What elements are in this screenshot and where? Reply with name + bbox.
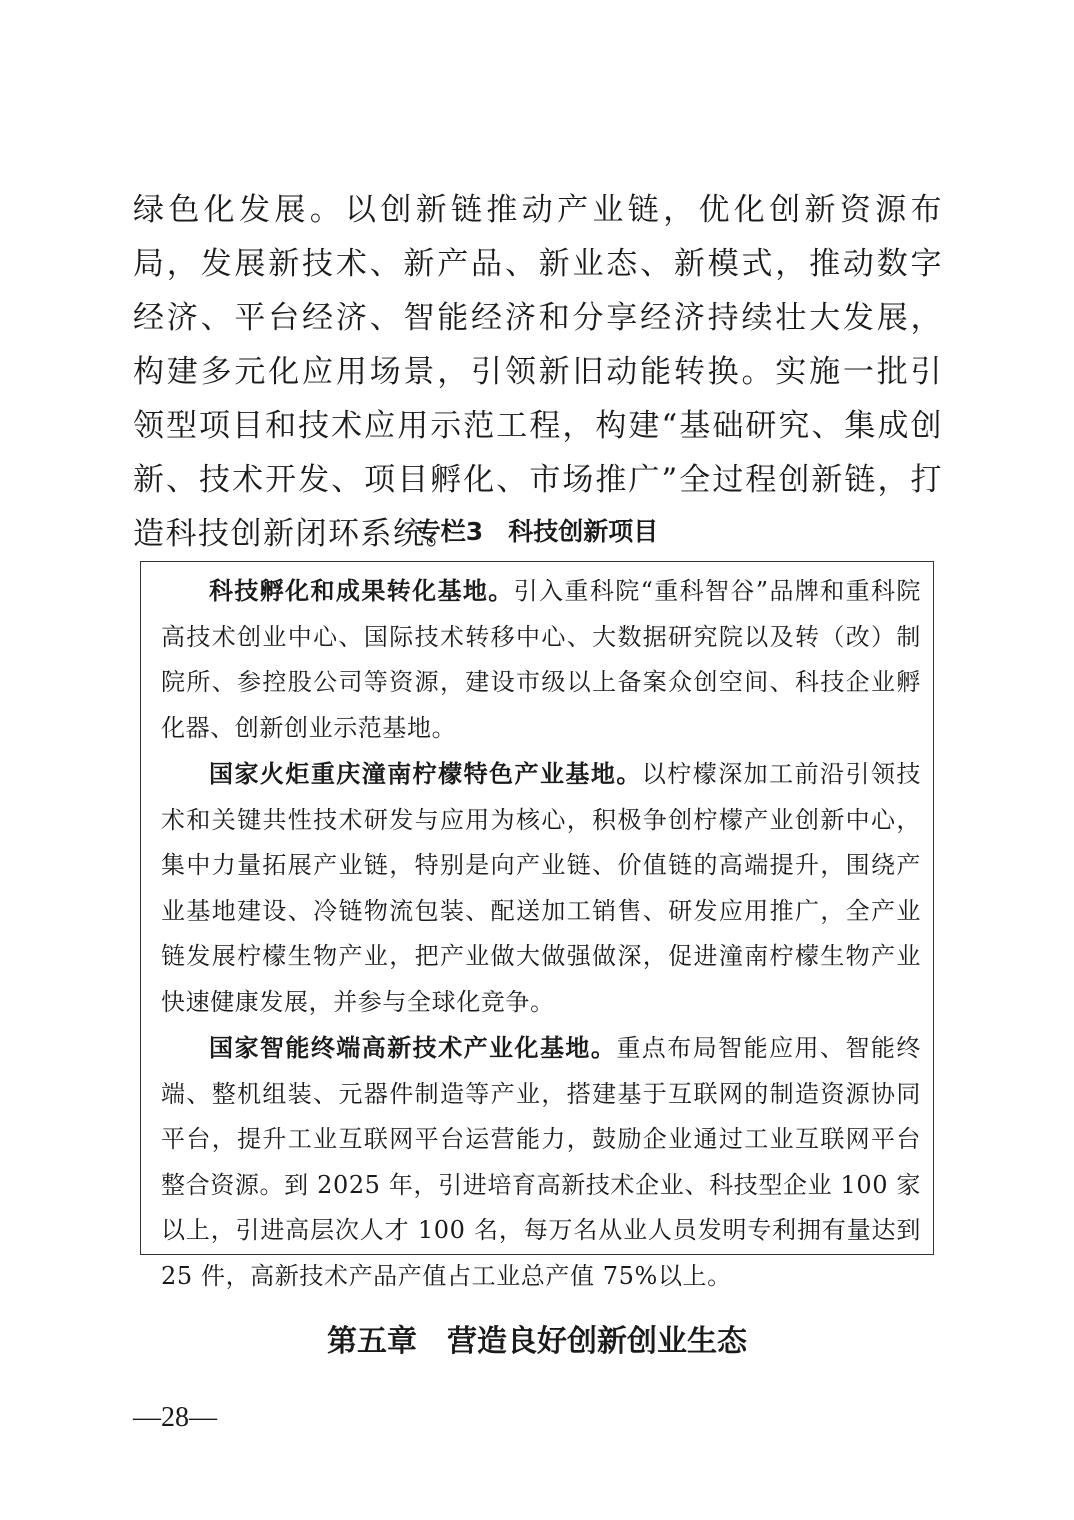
chapter-title: 第五章 营造良好创新创业生态 — [327, 1324, 747, 1359]
column-item-lead: 国家火炬重庆潼南柠檬特色产业基地。 — [209, 759, 642, 788]
column-item-lemon-base — [161, 751, 921, 1025]
column-item-text: 引入重科院“重科智谷”品牌和重科院高技术创业中心、国际技术转移中心、大数据研究院以及转（改）制院所、参控股公司等资源，建设市级以上备案众创空间、科技企业孵化器、创新创业示范基地。 — [161, 577, 921, 742]
column-item-text: 重点布局智能应用、智能终端、整机组装、元器件制造等产业，搭建基于互联网的制造资源协同平台，提升工业互联网平台运营能力，鼓励企业通过工业互联网平台整合资源。到 2025 年，引进培育高新技术企业、科技型企业 100 家以上，引进高层次人才 100 名，每万名从业人员发明专利拥有量达到 25 件，高新技术产品产值占工业总产值 75%以上。 — [161, 1034, 921, 1290]
intro-paragraph: 绿色化发展。以创新链推动产业链，优化创新资源布局，发展新技术、新产品、新业态、新模式，推动数字经济、平台经济、智能经济和分享经济持续壮大发展，构建多元化应用场景，引领新旧动能转换。实施一批引领型项目和技术应用示范工程，构建“基础研究、集成创新、技术开发、项目孵化、市场推广”全过程创新链，打造科技创新闭环系统。 — [133, 192, 943, 552]
column-item-incubation — [161, 568, 921, 751]
column-item-lead: 科技孵化和成果转化基地。 — [209, 576, 514, 605]
page-number: —28— — [133, 1402, 217, 1433]
column-box-title: 专栏3 科技创新项目 — [415, 517, 659, 546]
column-item-lead: 国家智能终端高新技术产业化基地。 — [209, 1033, 617, 1062]
column-item-smart-terminal — [161, 1025, 921, 1299]
column-box — [140, 561, 934, 1290]
column-item-text: 以柠檬深加工前沿引领技术和关键共性技术研发与应用为核心，积极争创柠檬产业创新中心，集中力量拓展产业链，特别是向产业链、价值链的高端提升，围绕产业基地建设、冷链物流包装、配送加工销售、研发应用推广，全产业链发展柠檬生物产业，把产业做大做强做深，促进潼南柠檬生物产业快速健康发展，并参与全球化竞争。 — [161, 760, 921, 1016]
